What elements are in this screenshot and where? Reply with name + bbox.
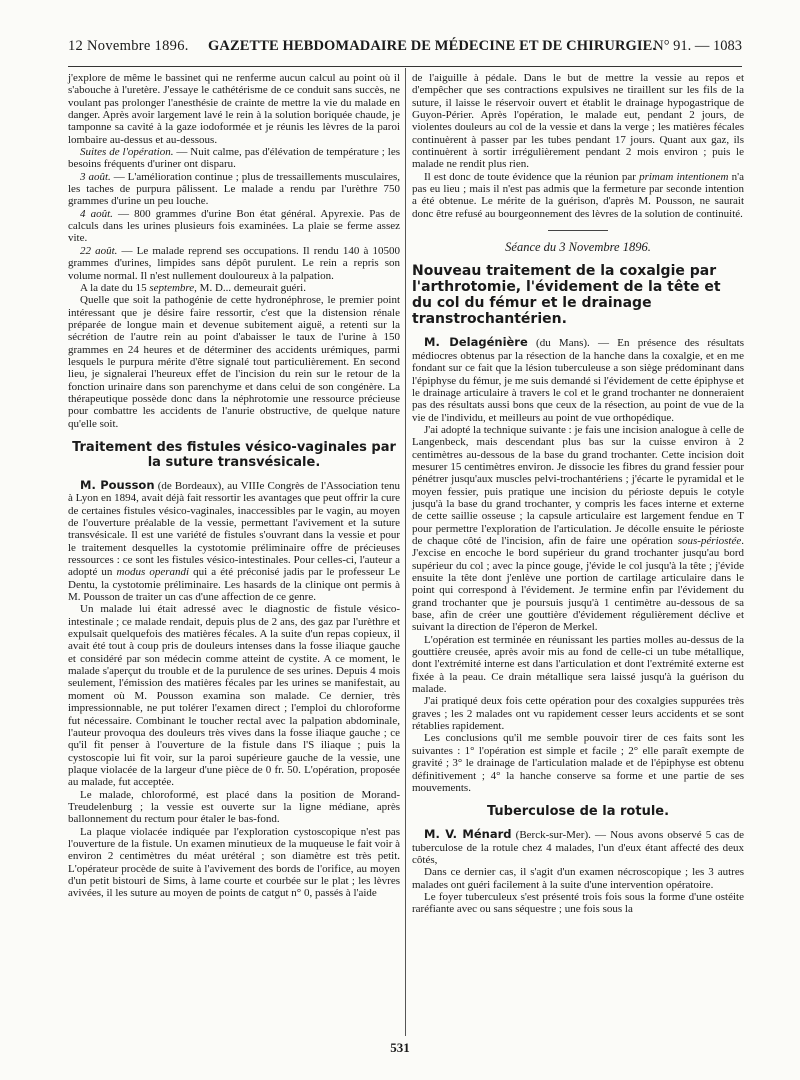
inline-italic: sous-périostée xyxy=(677,534,742,547)
inline-text: (Berck-sur-Mer). — Nous avons observé 5 cas de tuberculose de la rotule chez 4 malades, l'un d'eux étant affecté des deux côtés, xyxy=(412,829,744,866)
paragraph: Dans ce dernier cas, il s'agit d'un examen nécroscopique ; les 3 autres malades ont guéri facilement à la suite d'une intervention opératoire. xyxy=(412,866,744,891)
inline-label: 22 août. xyxy=(80,244,118,257)
inline-text: (du Mans). — En présence des résultats médiocres obtenus par la résection de la hanche dans la coxalgie, et en me fondant sur ce fait que la lésion tuberculeuse a son siège prédominant dans l'épiphyse du fémur, je me suis demandé si l'évidement de cette épiphyse et le drainage articulaire à travers le col et le grand trochanter ne donneraient pas des résultats aussi bons que ceux de la résection, au point de vue de la vie de l'individu, et meilleurs au point de vue orthopédique. xyxy=(412,337,744,424)
inline-text: — Nuit calme, pas d'élévation de température ; les besoins fréquents d'uriner ont disparu. xyxy=(68,146,400,171)
paragraph: Quelle que soit la pathogénie de cette hydronéphrose, le premier point intéressant que je désire faire ressortir, c'est que la distension rénale préparée de longue main et devenue subitement aiguë, a retenti sur la sécrétion de l'autre rein au point d'abaisser le taux de l'urine à 150 grammes en 24 heures et de déterminer des accidents urémiques, parmi lesquels le purpura mérite d'être signalé tout particulièrement. En second lieu, je signalerai l'heureux effet de l'incision du rein sur le retour de la fonction urinaire dans son parenchyme et dans celui de son congénère. La thérapeutique possède donc dans la néphrotomie une ressource précieuse pour combattre les accidents de l'anurie obstructive, de quelque nature qu'elle soit. xyxy=(68,294,400,430)
author-name: M. Delagénière xyxy=(424,335,528,350)
inline-label: 3 août. xyxy=(80,170,111,183)
inline-text: . J'excise en encoche le bord supérieur du grand trochanter jusqu'au bord supérieur du col ; avec la pince gouge, j'évide le col jusqu'à la tête ; j'évide ensuite la tête dont j'enlève une portion de cartilage articulaire dans le point qui correspond à l'évidement. Je termine enfin par l'évidement du grand trochanter que je poursuis jusqu'à 1 centimètre au-dessous de sa base, afin de créer une gouttière d'évidement régulièrement déclive et suivant la direction de l'éperon de Merkel. xyxy=(412,534,744,634)
header-journal-title: GAZETTE HEBDOMADAIRE DE MÉDECINE ET DE CHIRURGIE. xyxy=(208,38,657,54)
page-number: 531 xyxy=(390,1040,410,1055)
inline-text: — 800 grammes d'urine Bon état général. Apyrexie. Pas de calculs dans les urines plusieurs fois examinées. La plaie se ferme assez vite. xyxy=(68,207,400,245)
author-name: M. V. Ménard xyxy=(424,827,512,842)
paragraph: Un malade lui était adressé avec le diagnostic de fistule vésico-intestinale ; ce malade rendait, depuis plus de 2 ans, des gaz par l'urèthre et expulsait quelquefois des matières fécales. A la suite d'un repas copieux, il avait été tout à coup pris de douleurs intenses dans la fosse iliaque gauche et considéré par son médecin comme atteint de cystite. A ce moment, le malade s'aperçut du trouble et de la purulence de ses urines. Depuis 4 mois seulement, l'émission des matières fécales par les urines se manifestait, au moment où M. Pousson examina son malade. Ce dernier, très impressionnable, ne put tolérer l'examen direct ; l'emploi du chloroforme fut nécessaire. Combinant le toucher rectal avec la palpation abdominale, l'auteur provoqua des douleurs très vives dans la fosse iliaque gauche ; ce qu'il fit penser à l'ouverture de la fistule dans l'S iliaque ; puis la cystoscopie lui fit voir, sur la paroi supérieure gauche de la vessie, une plaque violacée de la largeur d'une pièce de 0 fr. 50. L'opération, proposée au malade, fut acceptée. xyxy=(68,603,400,789)
paragraph xyxy=(412,171,744,220)
article-title: Tuberculose de la rotule. xyxy=(486,804,670,820)
header-date: 12 Novembre 1896. xyxy=(68,38,189,54)
inline-text: J'ai adopté la technique suivante : je fais une incision analogue à celle de Langenbeck, mais descendant plus bas sur la cuisse environ à 2 centimètres au-dessous de la base du grand trochanter. Cette incision doit mesurer 15 centimètres environ. Je dissocie les fibres du grand fessier pour pénétrer jusqu'aux muscles pelvi-trochantériens ; j'écarte le pyramidal et le moyen fessier, puis pratique une incision du périoste depuis le cotyle jusqu'à la base du grand trochanter, y compris les faces interne et externe de cette saillie osseuse ; la capsule articulaire est largement fendue en T pour permettre l'exploration de l'articulation. Je décolle ensuite le périoste de chaque côté de l'incision, afin de faire une opération xyxy=(412,423,744,547)
paragraph: Le malade, chloroformé, est placé dans la position de Morand-Treudelenburg ; la vessie est ouverte sur la ligne médiane, après ballonnement du rectum pour étaler le bas-fond. xyxy=(68,788,400,826)
paragraph xyxy=(68,146,400,171)
inline-text: n'a pas eu lieu ; mais il n'est pas admis que la fermeture par seconde intention a été obtenue. Le mérite de la guérison, d'après M. Pousson, ne saurait donc être refusé au bourgeonnement des lèvres de la solution de continuité. xyxy=(412,170,744,220)
inline-text: — Le malade reprend ses occupations. Il rendu 140 à 10500 grammes d'urines, limpides sans dépôt purulent. Le rein a repris son volume normal. Il n'est nullement douloureux à la palpation. xyxy=(68,244,400,282)
paragraph: J'ai pratiqué deux fois cette opération pour des coxalgies suppurées très graves ; les 2 malades ont vu rapidement cesser leurs accidents et se sont rétablies rapidement. xyxy=(412,695,744,733)
paragraph xyxy=(412,424,744,634)
inline-label: septembre xyxy=(149,281,195,294)
paragraph: Les conclusions qu'il me semble pouvoir tirer de ces faits sont les suivantes : 1° l'opération est simple et facile ; 2° elle paraît exempte de gravité ; 3° le drainage de l'articulation malade et de l'épiphyse est obtenu définitivement ; 4° la hanche conserve sa forme et une partie de ses mouvements. xyxy=(412,732,744,794)
column-divider xyxy=(405,68,406,1036)
paragraph xyxy=(68,208,400,245)
inline-text: qui a été préconisé jadis par le professeur Le Dentu, la cystotomie préliminaire. Les hasards de la clinique ont permis à M. Pousson de traiter un cas d'une affection de ce genre. xyxy=(68,566,400,604)
paragraph: La plaque violacée indiquée par l'exploration cystoscopique n'est pas l'ouverture de la fistule. Un examen minutieux de la muqueuse le fait voir à environ 2 centimètres du méat urétéral ; son diamètre est très petit. L'opérateur procède de suite à l'avivement des bords de l'orifice, au moyen d'un petit bistouri de Sims, à lame courte et courbée sur le plat ; les lèvres avivées, il les suture au moyen de points de catgut n° 0, passés à l'aide xyxy=(68,825,400,900)
inline-text: — L'amélioration continue ; plus de tressaillements musculaires, les taches de purpura pâlissent. Le malade a rendu par l'urèthre 750 grammes d'urine un peu louche. xyxy=(68,170,400,208)
inline-text: Il est donc de toute évidence que la réunion par xyxy=(424,170,640,183)
article-title: Nouveau traitement de la coxalgie par l'arthrotomie, l'évidement de la tête et du col du fémur et le drainage transtrochantérien. xyxy=(412,263,721,328)
paragraph xyxy=(68,479,400,603)
inline-label: 4 août. xyxy=(80,207,113,220)
inline-label: Suites de l'opération. xyxy=(80,146,174,159)
paragraph: Le foyer tuberculeux s'est présenté trois fois sous la forme d'une ostéite raréfiante avec ou sans séquestre ; une fois sous la xyxy=(412,890,744,916)
inline-italic: primam intentionem xyxy=(639,170,729,183)
section-separator xyxy=(548,230,608,231)
paragraph xyxy=(412,828,744,866)
inline-text: , M. D... demeurait guéri. xyxy=(194,281,306,294)
paragraph: de l'aiguille à pédale. Dans le but de mettre la vessie au repos et d'empêcher que ses contractions expulsives ne tiraillent sur les fils de la suture, il laisse le réservoir ouvert et établit le drainage hypogastrique de Guyon-Périer. Après l'opération, le malade eut, pendant 2 jours, de violentes douleurs au col de la vessie et dans la verge ; les matières fécales continuèrent à passer par les tubes pendant 17 jours. Quant aux gaz, ils continuèrent à sortir irrégulièrement pendant 2 mois environ ; puis le malade ne rendit plus rien. xyxy=(412,72,744,171)
paragraph xyxy=(412,336,744,423)
right-column xyxy=(412,72,744,916)
inline-italic: modus operandi xyxy=(116,566,190,579)
paragraph xyxy=(68,171,400,208)
article-title: Traitement des fistules vésico-vaginales par la suture transvésicale. xyxy=(72,439,396,470)
author-name: M. Pousson xyxy=(80,477,155,492)
inline-text: (de Bordeaux), au VIIIe Congrès de l'Association tenu à Lyon en 1894, avait déjà fait ressortir les avantages que peut offrir la cure de certaines fistules vésico-vaginales, inaccessibles par le vagin, au moyen de l'ouverture préalable de la vessie, permettant l'avivement et la suture transvésicale. Il est une variété de fistules s'ouvrant dans la vessie et pour le traitement desquelles la cystotomie préliminaire offre de précieuses ressources : ce sont les fistules vésico-intestinales. Pour celles-ci, l'auteur a adopté un xyxy=(68,479,400,579)
left-column xyxy=(68,72,400,900)
paragraph: j'explore de même le bassinet qui ne renferme aucun calcul au point où il s'abouche à l'uretère. J'essaye le cathétérisme de ce conduit sans succès, ne voulant pas prolonger l'anesthésie de crainte de mettre la vie du malade en danger. Après avoir largement lavé le rein à la solution boriquée chaude, je tamponne sa cavité à la gaze iodoformée et je réunis les lèvres de la paroi lombaire au-dessus et au-dessous. xyxy=(68,72,400,146)
running-header xyxy=(68,38,742,62)
paragraph xyxy=(68,245,400,282)
paragraph xyxy=(68,282,400,294)
inline-text: A la date du 15 xyxy=(80,281,150,294)
header-issue-number: N° 91. — 1083 xyxy=(653,38,742,54)
paragraph: L'opération est terminée en réunissant les parties molles au-dessus de la gouttière creusée, après avoir mis au fond de celle-ci un tube métallique, dont l'extrémité interne est dans l'articulation et dont l'extrémité externe est fixée à la peau. Ce drain métallique sera laissé jusqu'à la guérison du malade. xyxy=(412,633,744,696)
header-rule xyxy=(68,66,742,67)
session-heading: Séance du 3 Novembre 1896. xyxy=(505,240,651,255)
